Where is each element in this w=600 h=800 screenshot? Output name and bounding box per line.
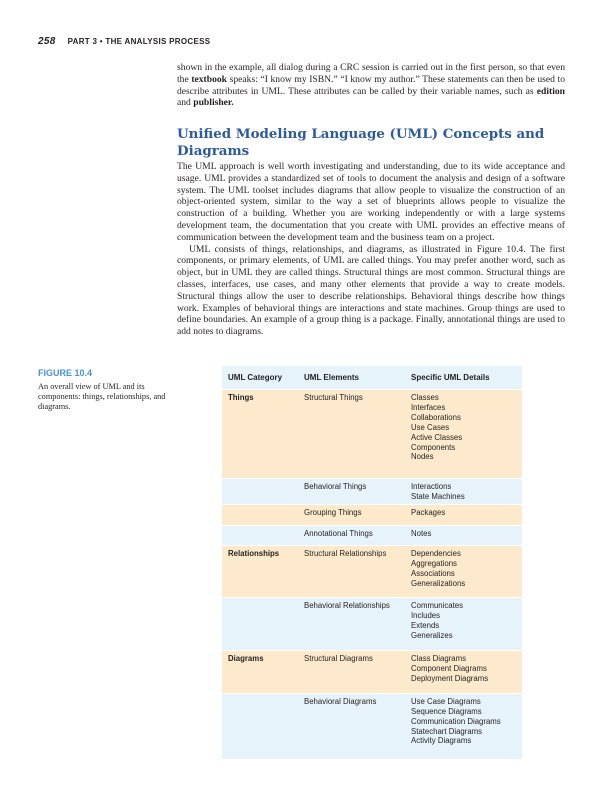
uml-element: Behavioral Diagrams bbox=[304, 696, 377, 706]
text-run: speaks: “I know my ISBN.” “I know my author.” These statements can then be used to describe attributes in UML. These attributes can be called by their variable names, such as bbox=[177, 73, 565, 97]
uml-detail-item: Deployment Diagrams bbox=[411, 673, 489, 683]
uml-element: Structural Diagrams bbox=[304, 653, 373, 663]
figure-table-header bbox=[222, 366, 522, 389]
intro-paragraph-block bbox=[177, 62, 565, 109]
uml-detail-item: Use Cases bbox=[411, 422, 450, 432]
section-body bbox=[177, 161, 565, 338]
uml-detail-item: Communicates bbox=[411, 600, 463, 610]
column-header-elements: UML Elements bbox=[304, 373, 359, 382]
section-heading: Unified Modeling Language (UML) Concepts and Diagrams bbox=[177, 126, 545, 159]
table-row bbox=[222, 389, 522, 478]
table-row bbox=[222, 650, 522, 693]
uml-detail-item: Communication Diagrams bbox=[411, 716, 501, 726]
uml-details bbox=[411, 549, 465, 589]
uml-detail-item: Associations bbox=[411, 568, 455, 578]
uml-detail-item: Nodes bbox=[411, 452, 434, 462]
part-title: PART 3 • THE ANALYSIS PROCESS bbox=[67, 37, 211, 46]
uml-details bbox=[411, 482, 465, 502]
uml-category: Things bbox=[228, 393, 254, 402]
column-header-details: Specific UML Details bbox=[411, 373, 490, 382]
bold-term: textbook bbox=[191, 73, 228, 85]
text-run: shown in the example, all dialog during a CRC session is carried out in the first person, so that even the bbox=[177, 62, 565, 85]
uml-detail-item: Active Classes bbox=[411, 432, 463, 442]
uml-category: Relationships bbox=[228, 548, 280, 558]
uml-detail-item: Classes bbox=[411, 393, 439, 402]
paragraph-uml-components: UML consists of things, relationships, and diagrams, as illustrated in Figure 10.4. The first components, or primary elements, of UML are called things. You may prefer another word, such as object, but in UML they are called things. Structural things are most common. Structural things are classes, interfaces, use cases, and many other elements that provide a way to create models. Structural things allow the user to describe relationships. Behavioral things describe how things work. Examples of behavioral things are interactions and state machines. Group things are used to define boundaries. An example of a group thing is a package. Finally, annotational things are used to add notes to diagrams. bbox=[177, 243, 565, 338]
uml-element: Structural Relationships bbox=[304, 548, 387, 558]
uml-category: Diagrams bbox=[228, 653, 264, 663]
uml-detail-item: Collaborations bbox=[411, 412, 461, 422]
text-run: and bbox=[177, 97, 194, 109]
figure-uml-table bbox=[222, 366, 522, 753]
uml-detail-item: Component Diagrams bbox=[411, 663, 487, 673]
intro-paragraph bbox=[177, 62, 565, 109]
uml-element: Structural Things bbox=[304, 393, 363, 402]
uml-details bbox=[411, 654, 488, 684]
table-row bbox=[222, 525, 522, 545]
uml-detail-item: Generalizes bbox=[411, 630, 453, 640]
bold-term: edition bbox=[536, 85, 565, 97]
uml-details bbox=[411, 601, 463, 641]
table-row bbox=[222, 478, 522, 504]
uml-detail-item: Interactions bbox=[411, 482, 452, 491]
uml-detail-item: Extends bbox=[411, 620, 440, 630]
uml-element: Annotational Things bbox=[304, 528, 373, 538]
uml-detail-item: Notes bbox=[411, 528, 432, 538]
uml-detail-item: Class Diagrams bbox=[411, 653, 467, 663]
uml-detail-item: Includes bbox=[411, 610, 441, 620]
uml-detail-item: Components bbox=[411, 442, 456, 452]
paragraph-uml-approach: The UML approach is well worth investigating and understanding, due to its wide acceptance and usage. UML provides a standardized set of tools to document the analysis and design of a software system. The UML toolset includes diagrams that allow people to visualize the construction of an object-oriented system, similar to the way a set of blueprints allows people to visualize the construction of a building. Whether you are working independently or with a large systems development team, the documentation that you create with UML provides an effective means of communication between the development team and the business team on a project. bbox=[177, 161, 565, 243]
page-number: 258 bbox=[38, 36, 56, 47]
uml-details bbox=[411, 508, 445, 518]
uml-detail-item: Generalizations bbox=[411, 578, 466, 588]
uml-element: Behavioral Relationships bbox=[304, 600, 390, 610]
uml-detail-item: Activity Diagrams bbox=[411, 736, 472, 746]
column-header-category: UML Category bbox=[228, 373, 283, 382]
table-row bbox=[222, 545, 522, 597]
uml-element: Grouping Things bbox=[304, 507, 362, 517]
uml-detail-item: Use Case Diagrams bbox=[411, 696, 481, 706]
uml-detail-item: Sequence Diagrams bbox=[411, 706, 482, 716]
uml-details bbox=[411, 529, 431, 539]
uml-element: Behavioral Things bbox=[304, 482, 367, 491]
uml-detail-item: Packages bbox=[411, 507, 446, 517]
figure-caption: An overall view of UML and its components: things, relationships, and diagrams. bbox=[38, 382, 166, 412]
table-row bbox=[222, 597, 522, 650]
uml-details bbox=[411, 697, 501, 747]
uml-detail-item: Aggregations bbox=[411, 558, 457, 568]
figure-table-body bbox=[222, 389, 522, 759]
table-row bbox=[222, 693, 522, 759]
uml-details bbox=[411, 393, 462, 462]
uml-detail-item: State Machines bbox=[411, 491, 465, 501]
uml-detail-item: Interfaces bbox=[411, 402, 446, 412]
uml-detail-item: Dependencies bbox=[411, 548, 461, 558]
bold-term: publisher. bbox=[193, 97, 234, 109]
running-header bbox=[38, 36, 210, 47]
uml-detail-item: Statechart Diagrams bbox=[411, 726, 483, 736]
table-row bbox=[222, 504, 522, 525]
figure-label: FIGURE 10.4 bbox=[38, 368, 93, 378]
